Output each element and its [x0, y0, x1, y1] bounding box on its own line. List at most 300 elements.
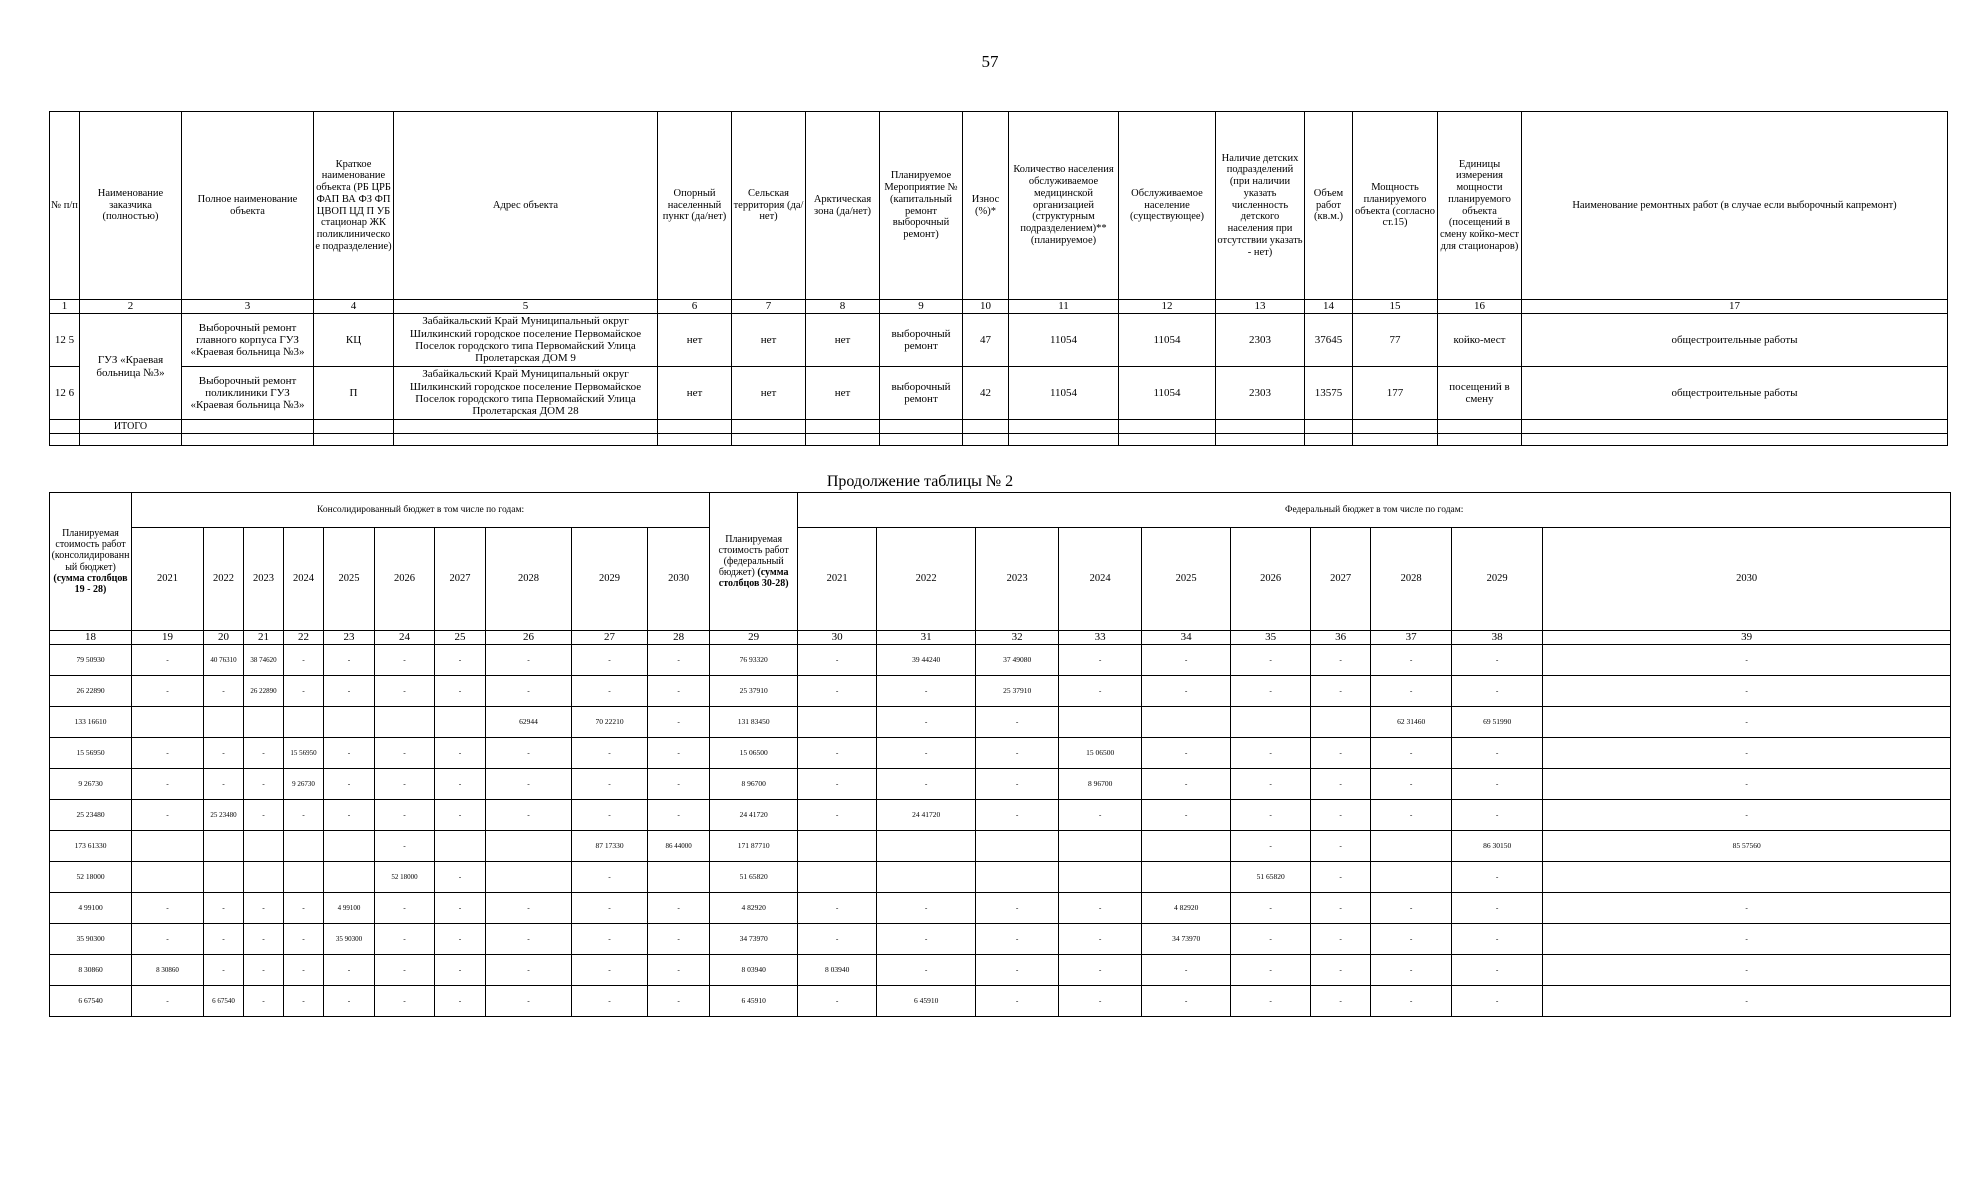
- table-cell: -: [1311, 738, 1371, 769]
- table-cell: -: [1311, 862, 1371, 893]
- table-cell: -: [1371, 893, 1452, 924]
- table-cell: -: [132, 986, 204, 1017]
- table-cell: [1371, 862, 1452, 893]
- table-cell: -: [1371, 738, 1452, 769]
- year-header: 2022: [877, 528, 976, 631]
- table-cell: [244, 862, 284, 893]
- group-header-row: [50, 493, 1951, 528]
- table-cell: 15 56950: [284, 738, 324, 769]
- column-number: 1: [50, 300, 80, 314]
- table-cell: 51 65820: [1231, 862, 1311, 893]
- table-cell: -: [1543, 893, 1951, 924]
- table-cell: 62944: [486, 707, 572, 738]
- table-cell: [324, 707, 375, 738]
- table-cell: 26 22890: [50, 676, 132, 707]
- table-cell: 52 18000: [50, 862, 132, 893]
- table-cell: -: [375, 986, 435, 1017]
- table-cell: -: [132, 769, 204, 800]
- column-number: 5: [394, 300, 658, 314]
- table-cell: -: [1371, 955, 1452, 986]
- table-cell: -: [1452, 769, 1543, 800]
- table-cell: -: [486, 893, 572, 924]
- table-cell: -: [486, 924, 572, 955]
- table-cell: 8 03940: [798, 955, 877, 986]
- cost-formula: (сумма столбцов 19 - 28): [53, 572, 128, 595]
- table-cell: -: [976, 800, 1059, 831]
- budget-row: [50, 893, 1951, 924]
- table-cell: [394, 420, 658, 434]
- table-cell: [1438, 434, 1522, 446]
- column-number: 19: [132, 631, 204, 645]
- table-cell: -: [435, 924, 486, 955]
- table-cell: 177: [1353, 367, 1438, 420]
- table-cell: -: [1543, 800, 1951, 831]
- table-cell: -: [1231, 955, 1311, 986]
- table-cell: нет: [732, 367, 806, 420]
- table-cell: 4 82920: [710, 893, 798, 924]
- column-header: Опорный населенный пункт (да/нет): [658, 112, 732, 300]
- table-cell: -: [572, 738, 648, 769]
- table-cell: 9 26730: [50, 769, 132, 800]
- table-cell: 37 49080: [976, 645, 1059, 676]
- total-label: ИТОГО: [80, 420, 182, 434]
- budget-row: [50, 831, 1951, 862]
- table-cell: -: [572, 955, 648, 986]
- table-cell: 8 30860: [132, 955, 204, 986]
- table-cell: -: [435, 893, 486, 924]
- table-cell: -: [572, 893, 648, 924]
- table-cell: -: [244, 769, 284, 800]
- table-cell: [244, 831, 284, 862]
- column-header: Планируемое Мероприятие № (капитальный ремонт выборочный ремонт): [880, 112, 963, 300]
- table-cell: -: [1543, 676, 1951, 707]
- table-cell: -: [1452, 924, 1543, 955]
- table-cell: [204, 862, 244, 893]
- table-cell: [324, 862, 375, 893]
- column-number: 37: [1371, 631, 1452, 645]
- table-cell: [1142, 707, 1231, 738]
- cost-label: Планируемая стоимость работ (консолидированный бюджет): [51, 527, 130, 573]
- table-cell: -: [976, 707, 1059, 738]
- table-cell: -: [284, 676, 324, 707]
- table-cell: -: [1452, 738, 1543, 769]
- table-cell: [1353, 434, 1438, 446]
- table-cell: 38 74620: [244, 645, 284, 676]
- table-cell: -: [648, 986, 710, 1017]
- table-cell: 133 16610: [50, 707, 132, 738]
- table-cell: -: [1543, 769, 1951, 800]
- table-cell: -: [1543, 955, 1951, 986]
- table-cell: [648, 862, 710, 893]
- year-header: 2022: [204, 528, 244, 631]
- table-cell: [798, 862, 877, 893]
- table-cell: 4 99100: [324, 893, 375, 924]
- table-cell: -: [435, 769, 486, 800]
- table-cell: 51 65820: [710, 862, 798, 893]
- table-cell: -: [976, 986, 1059, 1017]
- table-cell: [1059, 831, 1142, 862]
- table-cell: [1438, 420, 1522, 434]
- column-number: 18: [50, 631, 132, 645]
- table-cell: -: [1543, 924, 1951, 955]
- table-cell: -: [1371, 769, 1452, 800]
- table-cell: -: [375, 769, 435, 800]
- table-cell: -: [1543, 986, 1951, 1017]
- column-number: 2: [80, 300, 182, 314]
- table-cell: [1009, 420, 1119, 434]
- table-cell: [1119, 434, 1216, 446]
- table-cell: -: [1231, 645, 1311, 676]
- table-cell: 11054: [1119, 314, 1216, 367]
- table-cell: 6 45910: [710, 986, 798, 1017]
- year-header: 2026: [375, 528, 435, 631]
- table-cell: -: [1311, 831, 1371, 862]
- column-header: Наименование ремонтных работ (в случае если выборочный капремонт): [1522, 112, 1948, 300]
- table-cell: 70 22210: [572, 707, 648, 738]
- column-number: 21: [244, 631, 284, 645]
- table-cell: -: [375, 645, 435, 676]
- table-cell: [798, 831, 877, 862]
- table-cell: -: [1452, 893, 1543, 924]
- table-cell: [132, 707, 204, 738]
- table-cell: -: [1452, 676, 1543, 707]
- table-cell: -: [244, 955, 284, 986]
- table-cell: -: [435, 955, 486, 986]
- column-number: 31: [877, 631, 976, 645]
- table-cell: нет: [658, 367, 732, 420]
- table-cell: -: [1142, 955, 1231, 986]
- table-cell: -: [1311, 924, 1371, 955]
- table-cell: -: [132, 924, 204, 955]
- table-cell: -: [284, 645, 324, 676]
- table-cell: -: [324, 676, 375, 707]
- table-cell: нет: [658, 314, 732, 367]
- table-cell: -: [1311, 893, 1371, 924]
- table-cell: -: [132, 893, 204, 924]
- table-cell: -: [1059, 955, 1142, 986]
- continuation-title: Продолжение таблицы № 2: [826, 473, 1014, 490]
- table-cell: -: [1231, 924, 1311, 955]
- table-cell: -: [284, 986, 324, 1017]
- table-cell: 11054: [1009, 367, 1119, 420]
- column-number: 36: [1311, 631, 1371, 645]
- column-header: № п/п: [50, 112, 80, 300]
- column-number: 27: [572, 631, 648, 645]
- table-cell: КЦ: [314, 314, 394, 367]
- table-cell: [244, 707, 284, 738]
- table-cell: 52 18000: [375, 862, 435, 893]
- table-cell: [1231, 707, 1311, 738]
- table-cell: -: [798, 893, 877, 924]
- table-cell: 8 96700: [710, 769, 798, 800]
- table-cell: -: [1059, 645, 1142, 676]
- table-cell: П: [314, 367, 394, 420]
- table-cell: [658, 434, 732, 446]
- year-header: 2030: [1543, 528, 1951, 631]
- table-cell: 9 26730: [284, 769, 324, 800]
- table-cell: -: [1231, 676, 1311, 707]
- table-cell: 62 31460: [1371, 707, 1452, 738]
- year-header: 2024: [284, 528, 324, 631]
- table-cell: посещений в смену: [1438, 367, 1522, 420]
- table-cell: [182, 420, 314, 434]
- year-header: 2025: [1142, 528, 1231, 631]
- table-cell: [877, 862, 976, 893]
- table-cell: 4 99100: [50, 893, 132, 924]
- table-cell: 6 67540: [50, 986, 132, 1017]
- table-cell: -: [1059, 800, 1142, 831]
- table-cell: -: [324, 955, 375, 986]
- table-cell: -: [976, 893, 1059, 924]
- table-cell: -: [1311, 955, 1371, 986]
- table-cell: -: [132, 645, 204, 676]
- table-cell: -: [1142, 676, 1231, 707]
- table-cell: [284, 831, 324, 862]
- table-cell: [1305, 420, 1353, 434]
- table-cell: 26 22890: [244, 676, 284, 707]
- table-cell: -: [324, 645, 375, 676]
- table-cell: -: [324, 769, 375, 800]
- column-header: Арктическая зона (да/нет): [806, 112, 880, 300]
- table-cell: -: [204, 676, 244, 707]
- column-number: 24: [375, 631, 435, 645]
- table-cell: -: [798, 800, 877, 831]
- table-cell: общестроительные работы: [1522, 314, 1948, 367]
- year-header: 2027: [435, 528, 486, 631]
- table-cell: 4 82920: [1142, 893, 1231, 924]
- table-cell: -: [572, 676, 648, 707]
- table-cell: 42: [963, 367, 1009, 420]
- table-cell: -: [375, 893, 435, 924]
- table-cell: [284, 707, 324, 738]
- column-number: 33: [1059, 631, 1142, 645]
- table-cell: 35 90300: [324, 924, 375, 955]
- table-cell: -: [1311, 645, 1371, 676]
- table-cell: [1216, 434, 1305, 446]
- table-cell: -: [1231, 831, 1311, 862]
- table-cell: -: [1311, 676, 1371, 707]
- table-cell: койко-мест: [1438, 314, 1522, 367]
- customer-name: ГУЗ «Краевая больница №3»: [80, 314, 182, 420]
- table-cell: [182, 434, 314, 446]
- table-cell: [314, 434, 394, 446]
- year-header: 2028: [486, 528, 572, 631]
- table-cell: 25 37910: [710, 676, 798, 707]
- table-cell: 11054: [1119, 367, 1216, 420]
- table-cell: -: [375, 924, 435, 955]
- table-cell: [486, 831, 572, 862]
- table-cell: [963, 420, 1009, 434]
- table-cell: [132, 831, 204, 862]
- table-cell: -: [375, 955, 435, 986]
- table-cell: 6 45910: [877, 986, 976, 1017]
- table-cell: -: [486, 645, 572, 676]
- table-cell: [1059, 862, 1142, 893]
- table-cell: 25 23480: [50, 800, 132, 831]
- table-cell: нет: [806, 314, 880, 367]
- table-cell: -: [486, 738, 572, 769]
- column-header: Единицы измерения мощности планируемого объекта (посещений в смену койко-мест для стационаров): [1438, 112, 1522, 300]
- table-cell: [1311, 707, 1371, 738]
- table-cell: 87 17330: [572, 831, 648, 862]
- consolidated-cost-header: [50, 493, 132, 631]
- table-cell: Забайкальский Край Муниципальный округ Шилкинский городское поселение Первомайское Поселок городского типа Первомайский Улица Пролетарская ДОМ 9: [394, 314, 658, 367]
- table-cell: 37645: [1305, 314, 1353, 367]
- column-number: 13: [1216, 300, 1305, 314]
- table-cell: -: [572, 769, 648, 800]
- column-number: 34: [1142, 631, 1231, 645]
- table-cell: выборочный ремонт: [880, 367, 963, 420]
- table-cell: -: [1452, 862, 1543, 893]
- year-header: 2023: [976, 528, 1059, 631]
- table-cell: -: [1371, 924, 1452, 955]
- table-cell: 77: [1353, 314, 1438, 367]
- table-cell: -: [284, 800, 324, 831]
- table-cell: -: [1059, 893, 1142, 924]
- cost-formula: (сумма столбцов 30-28): [718, 567, 789, 590]
- table-cell: [798, 707, 877, 738]
- row-number: 12 6: [50, 367, 80, 420]
- total-row: [50, 420, 1948, 434]
- page-number: 57: [981, 52, 999, 71]
- table-cell: -: [572, 862, 648, 893]
- column-number: 16: [1438, 300, 1522, 314]
- table-cell: [1543, 862, 1951, 893]
- table-cell: -: [976, 924, 1059, 955]
- column-number: 38: [1452, 631, 1543, 645]
- year-header-row: [50, 528, 1951, 631]
- column-header: Краткое наименование объекта (РБ ЦРБ ФАП ВА ФЗ ФП ЦВОП ЦД П УБ стационар ЖК поликлиническое подразделение): [314, 112, 394, 300]
- column-number: 35: [1231, 631, 1311, 645]
- table-cell: -: [435, 738, 486, 769]
- column-number: 11: [1009, 300, 1119, 314]
- column-number-row: [50, 631, 1951, 645]
- column-header: Адрес объекта: [394, 112, 658, 300]
- object-row: [50, 367, 1948, 420]
- table-cell: [1305, 434, 1353, 446]
- table-cell: -: [877, 707, 976, 738]
- table-cell: 69 51990: [1452, 707, 1543, 738]
- table-cell: [732, 434, 806, 446]
- table-cell: -: [244, 893, 284, 924]
- object-row: [50, 314, 1948, 367]
- year-header: 2029: [1452, 528, 1543, 631]
- table-cell: [80, 434, 182, 446]
- table-cell: 8 03940: [710, 955, 798, 986]
- table-cell: -: [324, 738, 375, 769]
- table-cell: -: [1142, 645, 1231, 676]
- table-cell: -: [244, 924, 284, 955]
- column-number: 32: [976, 631, 1059, 645]
- table-cell: -: [877, 676, 976, 707]
- table-cell: -: [877, 893, 976, 924]
- table-cell: -: [1231, 800, 1311, 831]
- table-cell: [50, 420, 80, 434]
- table-cell: -: [877, 924, 976, 955]
- table-cell: -: [976, 769, 1059, 800]
- column-number: 8: [806, 300, 880, 314]
- table-cell: нет: [806, 367, 880, 420]
- budget-row: [50, 738, 1951, 769]
- table-cell: -: [204, 924, 244, 955]
- column-number: 3: [182, 300, 314, 314]
- table-cell: -: [1543, 707, 1951, 738]
- table-cell: -: [1231, 738, 1311, 769]
- table-cell: 86 44000: [648, 831, 710, 862]
- table-cell: [1353, 420, 1438, 434]
- column-number: 28: [648, 631, 710, 645]
- table-cell: -: [1059, 986, 1142, 1017]
- header-row: [50, 112, 1948, 300]
- column-header: Объем работ (кв.м.): [1305, 112, 1353, 300]
- table-cell: -: [1371, 645, 1452, 676]
- table-cell: [435, 707, 486, 738]
- table-cell: 11054: [1009, 314, 1119, 367]
- table-cell: [1059, 707, 1142, 738]
- table-cell: -: [1371, 676, 1452, 707]
- table-cell: -: [648, 676, 710, 707]
- table-cell: Выборочный ремонт главного корпуса ГУЗ «Краевая больница №3»: [182, 314, 314, 367]
- table-cell: -: [435, 676, 486, 707]
- table-cell: -: [435, 800, 486, 831]
- table-cell: -: [648, 707, 710, 738]
- table-cell: -: [132, 738, 204, 769]
- table-cell: -: [648, 769, 710, 800]
- column-header: Наименование заказчика (полностью): [80, 112, 182, 300]
- table-cell: -: [1311, 800, 1371, 831]
- year-header: 2026: [1231, 528, 1311, 631]
- table-cell: -: [204, 769, 244, 800]
- table-cell: -: [324, 800, 375, 831]
- table-cell: 131 83450: [710, 707, 798, 738]
- table-cell: -: [798, 986, 877, 1017]
- budget-row: [50, 800, 1951, 831]
- table-cell: 24 41720: [710, 800, 798, 831]
- table-cell: -: [284, 955, 324, 986]
- federal-cost-header: [710, 493, 798, 631]
- table-cell: [1009, 434, 1119, 446]
- table-cell: 25 23480: [204, 800, 244, 831]
- table-cell: -: [486, 800, 572, 831]
- budget-row: [50, 676, 1951, 707]
- table-cell: -: [435, 986, 486, 1017]
- year-header: 2027: [1311, 528, 1371, 631]
- column-header: Износ (%)*: [963, 112, 1009, 300]
- table-cell: -: [486, 986, 572, 1017]
- column-number: 12: [1119, 300, 1216, 314]
- table-cell: [50, 434, 80, 446]
- year-header: 2024: [1059, 528, 1142, 631]
- table-cell: -: [798, 645, 877, 676]
- consolidated-group-header: Консолидированный бюджет в том числе по годам:: [132, 493, 710, 528]
- table-cell: -: [1543, 645, 1951, 676]
- column-number: 10: [963, 300, 1009, 314]
- table-cell: -: [244, 738, 284, 769]
- table-cell: -: [648, 738, 710, 769]
- table-cell: -: [798, 676, 877, 707]
- table-cell: -: [1311, 986, 1371, 1017]
- table-cell: -: [798, 924, 877, 955]
- column-number: 25: [435, 631, 486, 645]
- table-cell: -: [1059, 924, 1142, 955]
- table-cell: -: [132, 676, 204, 707]
- table-cell: [204, 831, 244, 862]
- column-number: 39: [1543, 631, 1951, 645]
- budget-row: [50, 955, 1951, 986]
- column-number: 30: [798, 631, 877, 645]
- table-cell: 34 73970: [1142, 924, 1231, 955]
- federal-group-header: Федеральный бюджет в том числе по годам:: [798, 493, 1951, 528]
